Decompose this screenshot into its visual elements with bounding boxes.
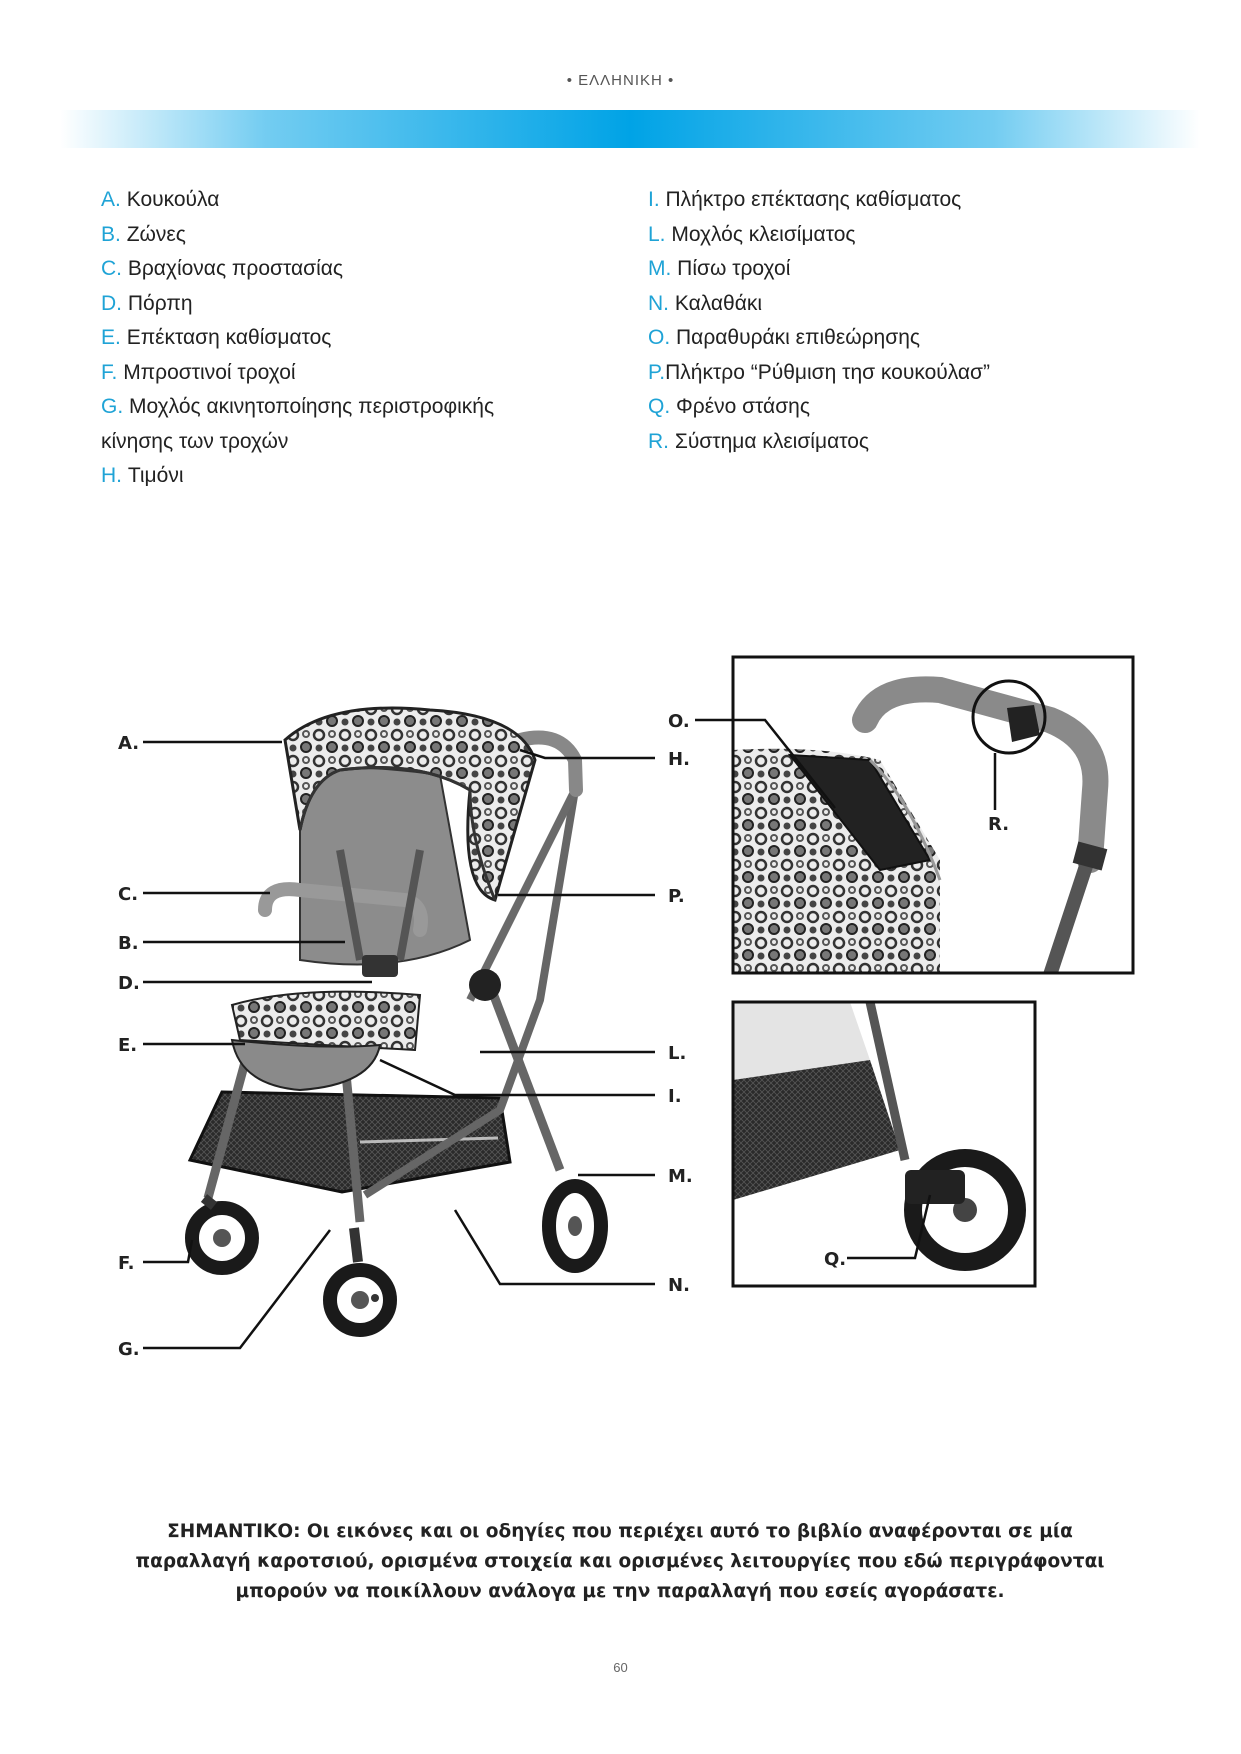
page-number: 60 (613, 1660, 628, 1675)
part-text: Φρένο στάσης (676, 395, 810, 418)
callout-i: I. (668, 1086, 682, 1107)
frame-hub (469, 969, 501, 1001)
part-item (648, 252, 1208, 287)
part-letter: P. (648, 360, 666, 384)
part-item-continuation (101, 425, 581, 460)
part-text: Σύστημα κλεισίματος (674, 429, 870, 453)
callout-o: O. (668, 711, 690, 732)
part-item (101, 218, 581, 253)
callout-q: Q. (824, 1249, 847, 1270)
part-text: Πλήκτρο “Ρύθμιση τησ κουκούλασ” (665, 360, 991, 384)
part-item (101, 356, 581, 391)
part-item (648, 390, 1208, 425)
rear-wheel-left (549, 1186, 601, 1266)
part-letter: G. (101, 395, 124, 418)
callout-m: M. (668, 1166, 693, 1187)
part-item (101, 183, 581, 218)
callout-h: H. (668, 749, 690, 770)
seat-extension (232, 1040, 380, 1090)
part-item (648, 356, 1208, 391)
parts-list-right (648, 183, 1208, 459)
callout-f: F. (118, 1253, 135, 1274)
front-wheel-left (192, 1198, 252, 1268)
part-text: Πλήκτρο επέκτασης καθίσματος (665, 188, 962, 211)
inset-canopy-detail (733, 657, 1133, 980)
part-letter: M. (648, 257, 672, 280)
seat-back (300, 768, 470, 965)
part-item (101, 287, 581, 322)
part-item (101, 321, 581, 356)
part-text: Μπροστινοί τροχοί (123, 360, 296, 384)
part-letter: A. (101, 188, 121, 211)
important-notice: ΣΗΜΑΝΤΙΚΟ: Οι εικόνες και οι οδηγίες που περιέχει αυτό το βιβλίο αναφέρονται σε μία παραλλαγή καροτσιού, ορισμένα στοιχεία και ορισμένες λειτουργίες που εδώ περιγράφονται μπορούν να ποικίλλουν ανάλογα με την παραλλαγή που εσείς αγοράσατε. (135, 1521, 1105, 1602)
language-header: • ΕΛΛΗΝΙΚΗ • (566, 72, 675, 89)
part-item (101, 459, 581, 494)
callout-a: A. (118, 733, 140, 754)
part-item (648, 287, 1208, 322)
part-item (648, 321, 1208, 356)
part-letter: I. (648, 188, 660, 211)
part-letter: R. (648, 429, 669, 453)
callout-g: G. (118, 1339, 140, 1360)
callout-b: B. (118, 933, 139, 954)
header-band (60, 110, 1200, 148)
part-letter: Q. (648, 395, 671, 418)
part-item (101, 252, 581, 287)
callout-e: E. (118, 1035, 138, 1056)
part-item (101, 390, 581, 425)
part-letter: N. (648, 291, 669, 315)
part-text: Μοχλός κλεισίματος (671, 222, 856, 246)
part-text: Επέκταση καθίσματος (126, 326, 332, 349)
inset-brake-detail (733, 1002, 1035, 1286)
part-letter: D. (101, 291, 122, 315)
leader-line-f (143, 1240, 192, 1262)
callout-r: R. (988, 814, 1010, 835)
callout-n: N. (668, 1275, 690, 1296)
leader-line-h (520, 750, 655, 758)
part-text: Τιμόνι (127, 464, 184, 487)
part-text: Πίσω τροχοί (677, 257, 791, 280)
parking-brake-pedal (905, 1170, 965, 1204)
part-item (648, 218, 1208, 253)
part-item (648, 425, 1208, 460)
leader-line-g (143, 1230, 330, 1348)
stroller-main-illustration (190, 708, 601, 1330)
part-letter: O. (648, 326, 671, 349)
part-letter: B. (101, 222, 121, 246)
part-text: Βραχίονας προστασίας (127, 257, 344, 280)
part-item (648, 183, 1208, 218)
part-text: Ζώνες (126, 222, 186, 246)
part-letter: L. (648, 222, 666, 246)
buckle (362, 955, 398, 977)
part-letter: F. (101, 360, 118, 384)
part-text: Καλαθάκι (674, 291, 763, 315)
part-text: Μοχλός ακινητοποίησης περιστροφικής (129, 395, 495, 418)
part-text: Πόρπη (127, 291, 193, 315)
seat-cushion (232, 992, 420, 1050)
parts-list-left (101, 183, 581, 494)
part-text: κίνησης των τροχών (101, 429, 289, 453)
part-letter: E. (101, 326, 121, 349)
stroller-diagram (0, 640, 1241, 1380)
part-letter: C. (101, 257, 122, 280)
part-text: Παραθυράκι επιθεώρησης (676, 326, 920, 349)
part-letter: H. (101, 464, 122, 487)
callout-p: P. (668, 886, 685, 907)
front-wheel-right (330, 1228, 390, 1330)
rear-wheel-right (371, 1294, 379, 1302)
part-text: Κουκούλα (126, 188, 220, 211)
callout-d: D. (118, 973, 140, 994)
callout-c: C. (118, 884, 139, 905)
callout-l: L. (668, 1043, 687, 1064)
